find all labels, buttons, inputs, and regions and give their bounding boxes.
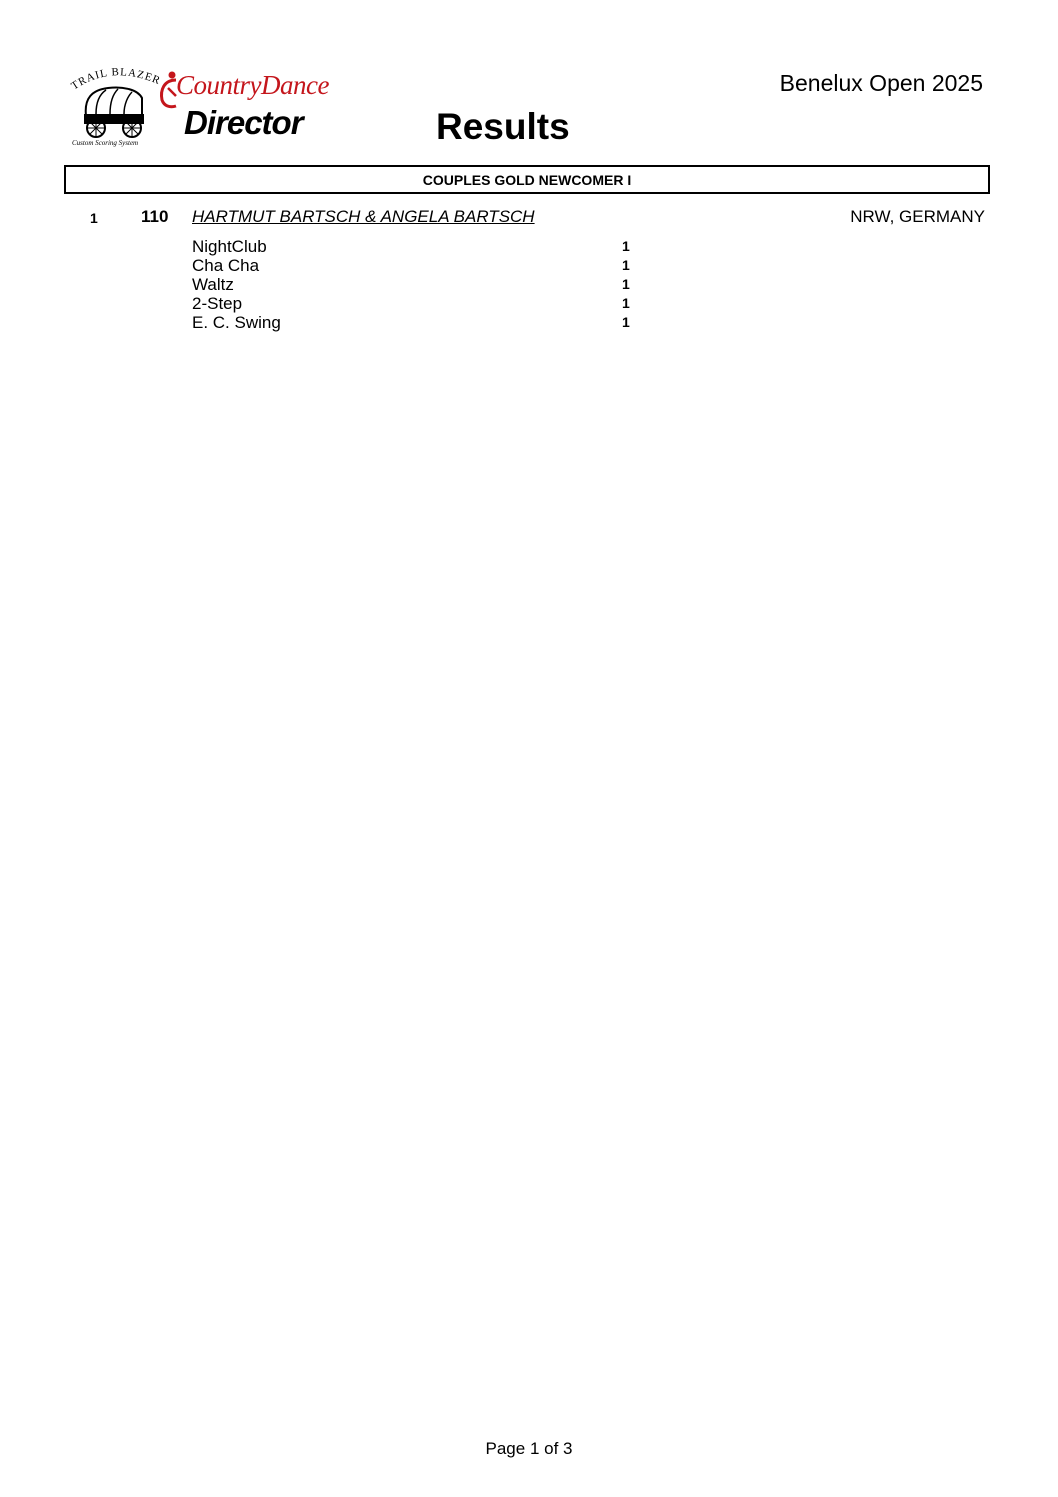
director-wordmark: Director xyxy=(184,104,303,141)
dance-name: NightClub xyxy=(192,237,267,256)
dance-name: E. C. Swing xyxy=(192,313,281,332)
country-dance-wordmark: CountryDance xyxy=(176,70,329,100)
dance-name: Cha Cha xyxy=(192,256,260,275)
trail-blazer-subtext: Custom Scoring System xyxy=(72,139,139,147)
event-title: Benelux Open 2025 xyxy=(779,70,983,96)
dance-scores-list xyxy=(192,237,642,332)
division-name: COUPLES GOLD NEWCOMER I xyxy=(422,171,632,188)
result-place: 1 xyxy=(90,210,98,226)
division-header xyxy=(64,165,990,194)
competitor-number: 110 xyxy=(141,207,169,226)
page-title: Results xyxy=(436,106,570,147)
dance-name: Waltz xyxy=(192,275,234,294)
covered-wagon-icon xyxy=(66,64,166,150)
dance-score: 1 xyxy=(622,276,630,292)
list-item xyxy=(192,256,642,275)
dance-score: 1 xyxy=(622,314,630,330)
list-item xyxy=(192,294,642,313)
dance-score: 1 xyxy=(622,257,630,273)
list-item xyxy=(192,313,642,332)
list-item xyxy=(192,275,642,294)
dance-score: 1 xyxy=(622,295,630,311)
dance-name: 2-Step xyxy=(192,294,243,313)
dance-score: 1 xyxy=(622,238,630,254)
list-item xyxy=(192,237,642,256)
page-indicator: Page 1 of 3 xyxy=(485,1439,573,1458)
trail-blazer-text: TRAIL BLAZER xyxy=(69,66,163,93)
competitor-name-link[interactable]: HARTMUT BARTSCH & ANGELA BARTSCH xyxy=(192,207,535,226)
competitor-region: NRW, GERMANY xyxy=(850,207,985,226)
